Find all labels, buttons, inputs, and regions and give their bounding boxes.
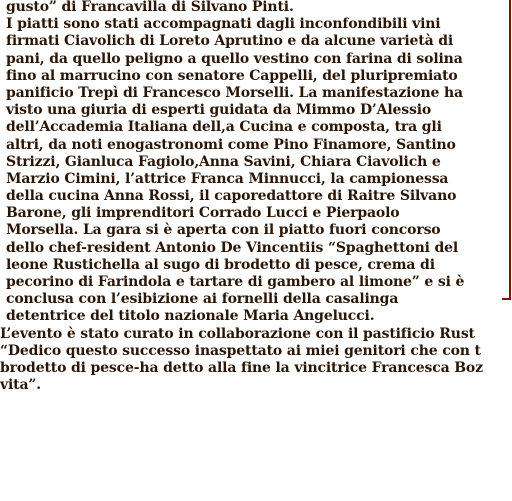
article-line-10: Strizzi, Gianluca Fagiolo,Anna Savini, Chiara Ciavolich e bbox=[6, 153, 441, 170]
article-line-17: pecorino di Farindola e tartare di gambero al limone” e si è bbox=[6, 274, 465, 290]
article-line-21: “Dedico questo successo inaspettato ai miei genitori che con t bbox=[0, 342, 481, 359]
article-line-9: altri, da noti enogastronomi come Pino Finamore, Santino bbox=[6, 136, 456, 153]
article-line-19: detentrice del titolo nazionale Maria Angelucci. bbox=[6, 308, 375, 325]
frame-border-corner bbox=[502, 298, 511, 300]
article-line-13: Barone, gli imprenditori Corrado Lucci e Pierpaolo bbox=[6, 205, 400, 222]
article-line-7: visto una giuria di esperti guidata da Mimmo D’Alessio bbox=[6, 102, 432, 119]
article-line-16: leone Rustichella al sugo di brodetto di pesce, crema di bbox=[6, 256, 435, 273]
article-line-18: conclusa con l’esibizione ai fornelli della casalinga bbox=[6, 291, 399, 308]
frame-border-right bbox=[509, 0, 511, 300]
article-line-6: panificio Trepì di Francesco Morselli. La manifestazione ha bbox=[6, 84, 463, 101]
article-line-1: gusto” di Francavilla di Silvano Pinti. bbox=[6, 0, 294, 15]
article-line-4: pani, da quello peligno a quello vestino con farina di solina bbox=[6, 50, 463, 67]
article-line-11: Marzio Cimini, l’attrice Franca Minnucci, la campionessa bbox=[6, 170, 449, 187]
article-line-8: dell’Accademia Italiana dell,a Cucina e composta, tra gli bbox=[6, 119, 442, 136]
article-line-2: I piatti sono stati accompagnati dagli inconfondibili vini bbox=[6, 16, 441, 33]
article-line-12: della cucina Anna Rossi, il caporedattore di Raitre Silvano bbox=[6, 188, 457, 205]
article-line-15: dello chef-resident Antonio De Vincentiis “Spaghettoni del bbox=[6, 239, 459, 256]
article-line-14: Morsella. La gara si è aperta con il piatto fuori concorso bbox=[6, 222, 441, 239]
article-line-22: brodetto di pesce-ha detto alla fine la vincitrice Francesca Boz bbox=[0, 359, 483, 376]
article-line-23: vita”. bbox=[0, 377, 42, 394]
article-line-5: fino al marrucino con senatore Cappelli, del pluripremiato bbox=[6, 67, 458, 84]
article-line-20: L’evento è stato curato in collaborazione con il pastificio Rust bbox=[0, 325, 475, 342]
article-line-3: firmati Ciavolich di Loreto Aprutino e da alcune varietà di bbox=[6, 33, 454, 50]
